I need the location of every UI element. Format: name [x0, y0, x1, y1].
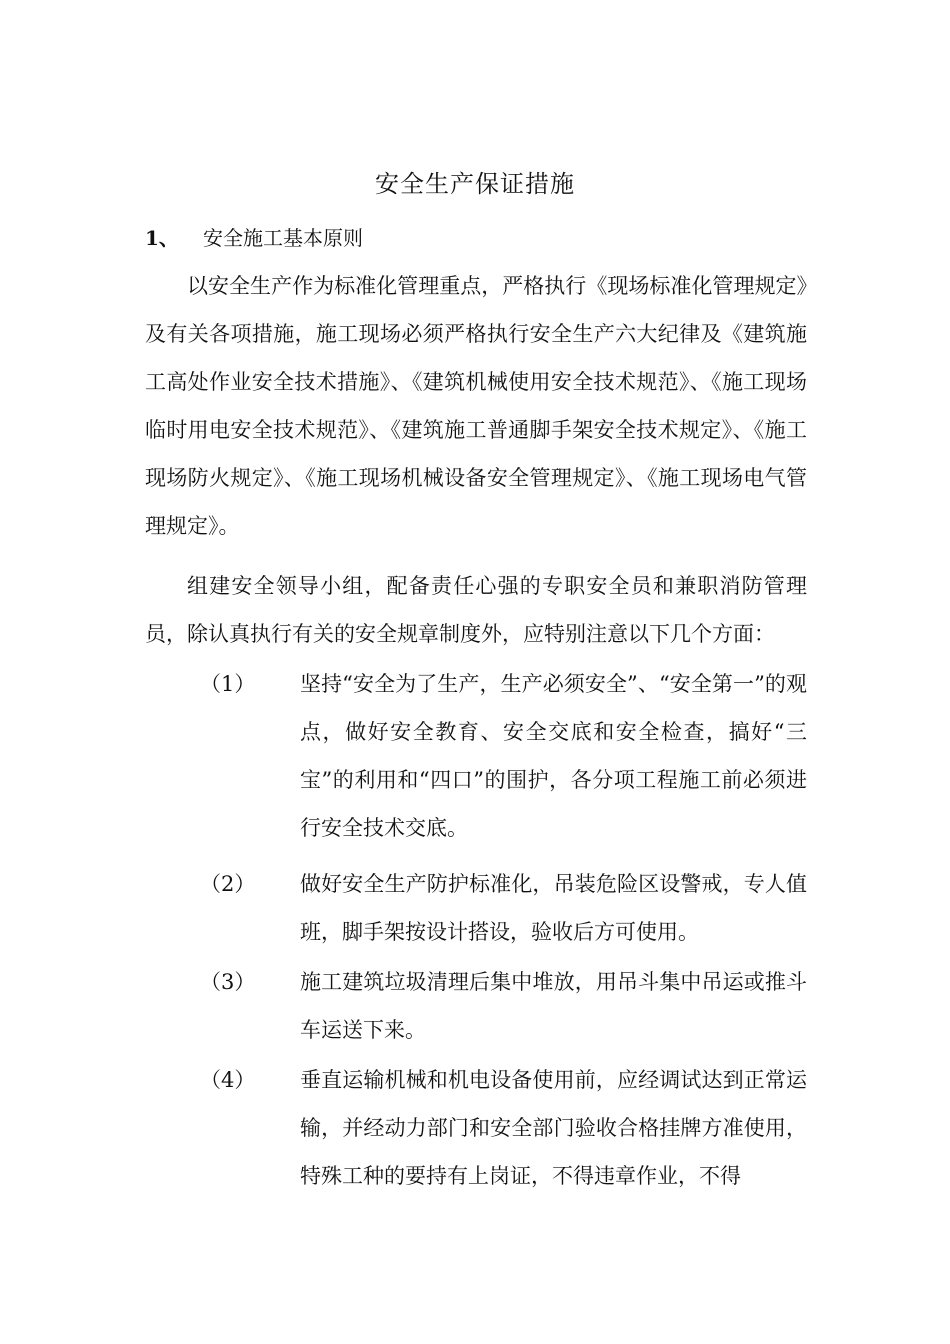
section-title: 安全施工基本原则 [203, 226, 363, 250]
list-item-text: 做好安全生产防护标准化，吊装危险区设警戒，专人值班，脚手架按设计搭设，验收后方可使用。 [300, 872, 807, 944]
section-heading [145, 220, 363, 256]
list-item-text: 垂直运输机械和机电设备使用前，应经调试达到正常运输，并经动力部门和安全部门验收合格挂牌方准使用，特殊工种的要持有上岗证，不得违章作业，不得 [300, 1068, 807, 1188]
list-item-label: （3） [200, 970, 256, 994]
list-item-label: （1） [200, 672, 256, 696]
list-item-label: （2） [200, 872, 256, 896]
list-item [200, 958, 807, 1054]
list-item [200, 860, 807, 956]
list-item-text: 坚持“安全为了生产，生产必须安全”、“安全第一”的观点，做好安全教育、安全交底和安全检查，搞好“三宝”的利用和“四口”的围护，各分项工程施工前必须进行安全技术交底。 [300, 672, 807, 840]
section-number: 1、 [145, 226, 179, 250]
list-item [200, 1056, 807, 1200]
list-item-label: （4） [200, 1068, 256, 1092]
list-item [200, 660, 807, 852]
document-title: 安全生产保证措施 [375, 170, 575, 198]
paragraph-safety-team: 组建安全领导小组，配备责任心强的专职安全员和兼职消防管理员，除认真执行有关的安全规章制度外，应特别注意以下几个方面： [145, 574, 807, 646]
paragraph-standards: 以安全生产作为标准化管理重点，严格执行《现场标准化管理规定》及有关各项措施，施工现场必须严格执行安全生产六大纪律及《建筑施工高处作业安全技术措施》、《建筑机械使用安全技术规范》、《施工现场临时用电安全技术规范》、《建筑施工普通脚手架安全技术规定》、《施工现场防火规定》、《施工现场机械设备安全管理规定》、《施工现场电气管理规定》。 [145, 274, 807, 538]
list-item-text: 施工建筑垃圾清理后集中堆放，用吊斗集中吊运或推斗车运送下来。 [300, 970, 807, 1042]
